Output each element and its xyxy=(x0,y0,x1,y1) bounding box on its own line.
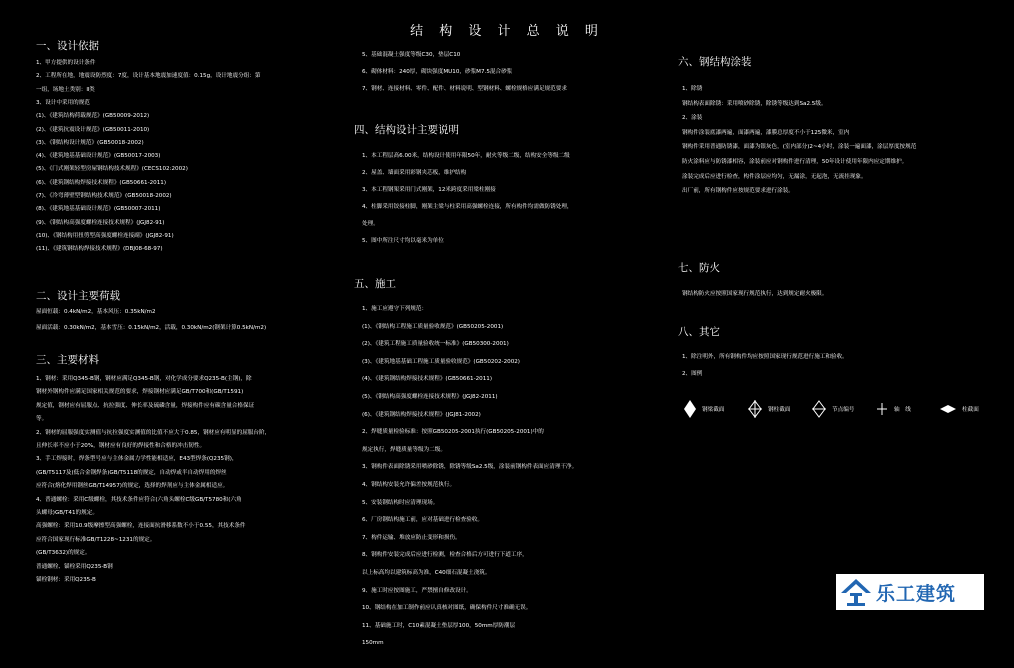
text-line: 屋面活载：0.30kN/m2，基本雪压：0.15kN/m2，活载，0.30kN/m2(钢架计算0.5kN/m2) xyxy=(36,325,267,331)
text-line: 3、本工程钢架采用门式刚架，12米跨度采用梁柱刚接 xyxy=(362,187,496,193)
text-line: (3)、《建筑地基基础工程施工质量验收规范》(GB50202-2002) xyxy=(362,358,520,365)
text-line: 1、除锈 xyxy=(682,86,703,92)
text-line: 钢材外钢构件应满足国家相关规范的要求，焊接钢材应满足GB/T700和(GB/T1591) xyxy=(36,389,244,396)
text-line: 规定执行，焊缝质量等级为二级。 xyxy=(362,446,446,453)
text-line: 普通螺栓、锚栓采用Q235-B钢 xyxy=(36,563,113,570)
text-line: 2、钢材的屈服强度实测值与抗拉强度实测值的比值不应大于0.85，钢材应有明显的屈服台阶， xyxy=(36,429,271,436)
text-line: 3、手工焊接时，焊条型号应与主体金属力学性能相适应，E43型焊条(Q235钢)， xyxy=(36,456,238,463)
text-line: (3)、《钢结构设计规范》(GB50018-2002) xyxy=(36,139,144,146)
roof-logo-icon xyxy=(836,574,876,610)
watermark-logo xyxy=(836,574,984,610)
text-line: (11)、《建筑钢结构焊接技术规程》(DBJ08-68-97) xyxy=(36,246,163,253)
text-line: (10)、《钢结构用扭剪型高强度螺栓连接副》(JGJ82-91) xyxy=(36,232,174,239)
text-line: 钢构件涂装底漆两遍，面漆两遍，漆膜总厚度不小于125微米，室内 xyxy=(682,129,850,136)
legend-item: 钢柱截面 xyxy=(748,400,790,418)
text-line: (GB/T3632)的规定。 xyxy=(36,550,91,557)
text-line: (7)、《冷弯薄壁型钢结构技术规范》(GB50018-2002) xyxy=(36,193,172,199)
text-line: 5、图中所注尺寸均以毫米为单位 xyxy=(362,238,444,244)
section-heading-coating: 六、钢结构涂装 xyxy=(678,56,752,68)
section-heading-materials: 三、主要材料 xyxy=(36,354,99,366)
text-line: 4、普通螺栓：采用C级螺栓，其技术条件应符合(六角头螺栓C级GB/T5780和(六角 xyxy=(36,496,242,503)
text-line: 4、钢结构安装允许偏差按规范执行。 xyxy=(362,482,456,488)
text-line: 高强螺栓：采用10.9级摩擦型高强螺栓，连接面抗滑移系数不小于0.55，其技术条件 xyxy=(36,523,246,530)
text-line: (5)、《钢结构高强度螺栓连接技术规程》(JGJ82-2011) xyxy=(362,394,498,400)
section-heading-design-basis: 一、设计依据 xyxy=(36,40,99,52)
text-line: 一组，场地土类别：Ⅱ类 xyxy=(36,86,95,93)
cross-icon xyxy=(876,400,888,418)
text-line: (9)、《钢结构高强度螺栓连接技术规程》(JGJ82-91) xyxy=(36,219,165,226)
text-line: 出厂前，所有钢构件应按规范要求进行涂装。 xyxy=(682,188,794,195)
text-line: 应符合国家现行标准GB/T1228~1231的规定。 xyxy=(36,536,156,543)
text-line: 5、基础混凝土强度等级C30，垫层C10 xyxy=(362,52,461,58)
text-line: 9、施工时应按图施工，严禁擅自修改设计。 xyxy=(362,587,472,594)
text-line: 1、钢材：采用Q345-B钢，钢材应满足Q345-B钢，对化学成分要求Q235-B(主钢)，除 xyxy=(36,376,252,382)
legend-item: 轴 线 xyxy=(876,400,911,418)
legend-item: 柱截面 xyxy=(940,400,979,418)
text-line: 10、钢结构在加工制作前应认真核对图纸，确保构件尺寸准确无误。 xyxy=(362,605,532,612)
text-line: 处理。 xyxy=(362,221,379,227)
section-heading-construction: 五、施工 xyxy=(354,278,396,290)
text-line: (5)、《门式刚架轻型房屋钢结构技术规程》(CECS102:2002) xyxy=(36,166,188,173)
text-line: (GB/T5117及(低合金钢焊条)GB/T5118的规定，自动焊或半自动焊用的焊丝 xyxy=(36,469,227,476)
sheet-title: 结 构 设 计 总 说 明 xyxy=(410,24,604,39)
text-line: (2)、《建筑抗震设计规范》(GB50011-2010) xyxy=(36,126,150,133)
text-line: 规定值，钢材应有屈服点、抗拉强度、伸长率及硫磷含量，焊接构件应有碳含量合格保证 xyxy=(36,402,255,409)
text-line: 等。 xyxy=(36,416,48,423)
text-line: 2、涂装 xyxy=(682,115,703,122)
text-line: 7、构件运输、堆放应防止变形和损伤。 xyxy=(362,534,461,541)
text-line: 7、钢材、连接材料、零件、配件、材料说明、型钢材料、螺栓规格应满足规范要求 xyxy=(362,86,567,92)
text-line: (2)、《建筑工程施工质量验收统一标准》(GB50300-2001) xyxy=(362,341,509,348)
logo-text: 乐工建筑 xyxy=(876,582,957,605)
text-line: 6、砌体材料：240厚，砌块强度MU10，砂浆M7.5混合砂浆 xyxy=(362,69,513,75)
text-line: 1、施工应遵守下列规范： xyxy=(362,306,428,312)
text-line: (8)、《建筑地基基础设计规范》(GB50007-2011) xyxy=(36,206,161,213)
text-line: 4、柱脚采用铰接柱脚，刚架主梁与柱采用高强螺栓连接，所有构件均需做防锈处理， xyxy=(362,204,573,210)
text-line: (1)、《钢结构工程施工质量验收规范》(GB50205-2001) xyxy=(362,323,504,330)
diamond-outline-icon xyxy=(812,400,826,418)
text-line: 3、设计中采用的规范 xyxy=(36,99,90,106)
text-line: (6)、《建筑钢结构焊接技术规程》(JGJ81-2002) xyxy=(362,411,481,418)
text-line: 涂装完成后应进行检查，构件涂层应均匀，无漏涂，无起泡，无流挂现象。 xyxy=(682,173,867,180)
diamond-symbol-icon xyxy=(684,400,696,418)
text-line: (1)、《建筑结构荷载规范》(GB50009-2012) xyxy=(36,113,150,120)
text-line: 6、厂房钢结构施工前，应对基础进行检查验收。 xyxy=(362,517,484,524)
text-line: 3、钢构件表面除锈采用喷砂除锈，除锈等级Sa2.5级，涂装前钢构件表面应清理干净。 xyxy=(362,464,578,471)
text-line: 1、甲方提供的设计条件 xyxy=(36,60,96,66)
text-line: 5、安装钢结构时应清理现场。 xyxy=(362,499,439,506)
text-line: 头螺母)GB/T41的规定。 xyxy=(36,510,98,516)
text-line: 以上标高均以建筑标高为准，C40细石混凝土浇筑。 xyxy=(362,570,491,576)
text-line: 2、焊缝质量检验标准：按照GB50205-2001执行(GB50205-2001)中的 xyxy=(362,429,544,436)
legend-item: 节点编号 xyxy=(812,400,854,418)
text-line: (6)、《建筑钢结构焊接技术规程》(GB50661-2011) xyxy=(36,179,167,186)
text-line: (4)、《建筑钢结构焊接技术规程》(GB50661-2011) xyxy=(362,376,493,383)
text-line: 11、基础施工时，C10素混凝土垫层厚100，50mm厚防潮层 xyxy=(362,622,516,629)
text-line: 1、除注明外，所有钢构件均应按照国家现行规范进行施工和验收。 xyxy=(682,354,848,360)
text-line: 2、工程所在地，地震设防烈度：7度，设计基本地震加速度值：0.15g，设计地震分组：第 xyxy=(36,73,261,80)
text-line: 钢构件采用普通防锈漆，面漆为银灰色，(室内部分)2~4小时，涂装一遍面漆，涂层厚度按规范 xyxy=(682,144,917,151)
text-line: 屋面恒载：0.4kN/m2，基本风压：0.35kN/m2 xyxy=(36,309,156,315)
text-line: 防火涂料应与防锈漆相容，涂装前应对钢构件进行清理，50年设计使用年限内应定期维护。 xyxy=(682,159,908,165)
text-line: 锚栓钢材：采用Q235-B xyxy=(36,577,96,583)
text-line: 1、本工程层高6.00米，结构设计使用年限50年，耐火等级二级，结构安全等级二级 xyxy=(362,153,570,159)
section-heading-other: 八、其它 xyxy=(678,326,720,338)
section-heading-loads: 二、设计主要荷载 xyxy=(36,290,120,302)
text-line: 钢结构表面除锈：采用喷砂除锈，除锈等级达到Sa2.5级。 xyxy=(682,100,827,107)
text-line: 钢结构防火应按照国家现行规范执行，达到规定耐火极限。 xyxy=(682,291,828,297)
text-line: 2、图例 xyxy=(682,371,703,377)
text-line: 应符合(熔化焊用钢丝GB/T14957)的规定，选择的焊剂应与主体金属相适应。 xyxy=(36,483,229,490)
text-line: (4)、《建筑地基基础设计规范》(GB50017-2003) xyxy=(36,153,161,160)
arrow-diamond-icon xyxy=(940,400,956,418)
text-line: 150mm xyxy=(362,640,384,647)
legend-item: 钢梁截面 xyxy=(684,400,724,418)
section-heading-fireproof: 七、防火 xyxy=(678,262,720,274)
diamond-cross-icon xyxy=(748,400,762,418)
text-line: 2、屋盖、墙面采用彩钢夹芯板，维护结构 xyxy=(362,170,467,176)
text-line: 8、钢构件安装完成后应进行检测，检查合格后方可进行下道工序， xyxy=(362,552,528,559)
section-heading-structure-notes: 四、结构设计主要说明 xyxy=(354,124,459,136)
text-line: 且伸长率不应小于20%，钢材应有良好的焊接性和合格的冲击韧性。 xyxy=(36,443,206,449)
